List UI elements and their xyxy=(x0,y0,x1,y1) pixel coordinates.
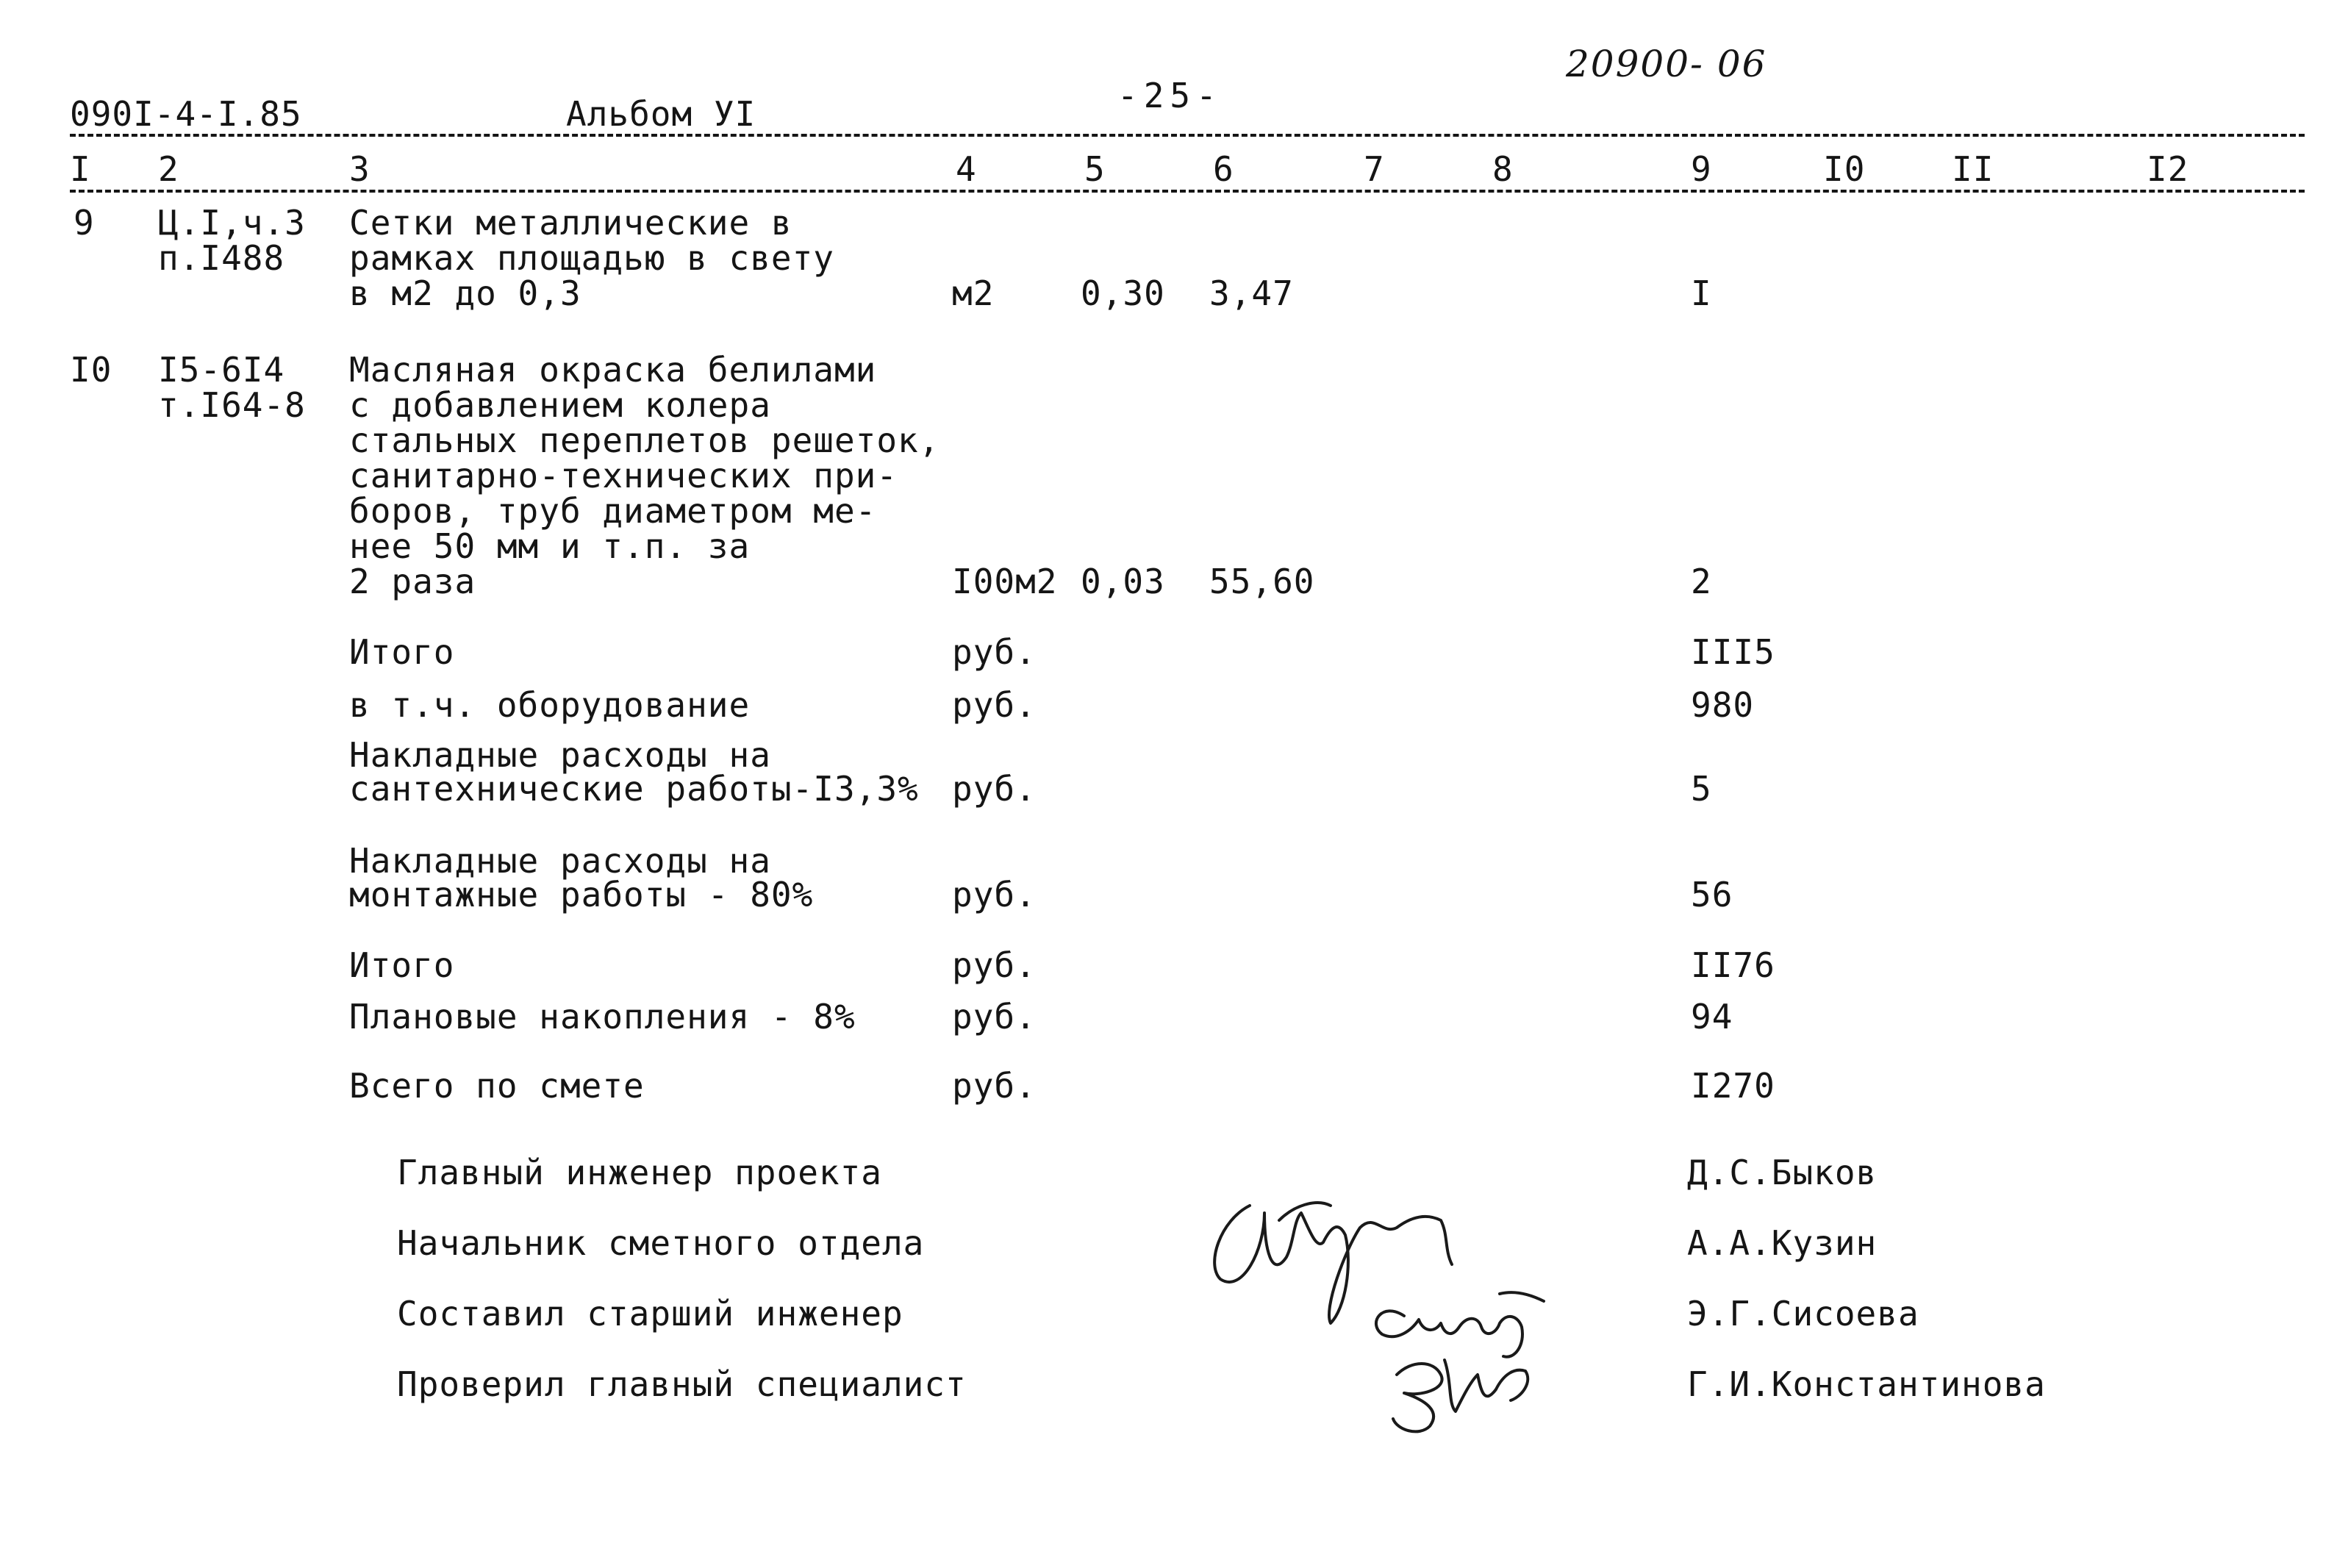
page-number: -25- xyxy=(1117,76,1223,115)
row-description: санитарно-технических при- xyxy=(349,456,898,495)
row-price: 3,47 xyxy=(1209,273,1294,313)
summary-value: 94 xyxy=(1691,997,1733,1037)
column-number: I2 xyxy=(2147,149,2189,189)
row-quantity: 0,03 xyxy=(1081,562,1165,601)
signatory-role: Начальник сметного отдела xyxy=(397,1223,925,1263)
row-reference: п.I488 xyxy=(158,238,285,278)
summary-label: сантехнические работы-I3,3% xyxy=(349,769,919,809)
row-description: стальных переплетов решеток, xyxy=(349,420,940,460)
signatory-role: Главный инженер проекта xyxy=(397,1153,882,1192)
row-total: 2 xyxy=(1691,562,1712,601)
column-number: 5 xyxy=(1084,149,1106,189)
handwritten-number: 20900- 06 xyxy=(1566,43,1767,85)
signatory-role: Составил старший инженер xyxy=(397,1294,903,1333)
column-number: 6 xyxy=(1213,149,1234,189)
row-description: Сетки металлические в xyxy=(349,203,792,243)
column-number: I xyxy=(70,149,91,189)
row-number: 9 xyxy=(74,203,95,243)
summary-value: II76 xyxy=(1691,945,1775,985)
row-description: боров, труб диаметром ме- xyxy=(349,491,877,531)
row-description: рамках площадью в свету xyxy=(349,238,834,278)
summary-label: Всего по смете xyxy=(349,1066,645,1106)
summary-value: 980 xyxy=(1691,685,1755,725)
column-number: 4 xyxy=(956,149,977,189)
signature-sisoeva xyxy=(1376,1292,1544,1357)
column-number: 7 xyxy=(1364,149,1385,189)
summary-label: Накладные расходы на xyxy=(349,735,771,775)
signature-konstantinova xyxy=(1393,1360,1528,1431)
signatory-role: Проверил главный специалист xyxy=(397,1364,967,1404)
column-number: 3 xyxy=(349,149,371,189)
row-price: 55,60 xyxy=(1209,562,1315,601)
signature-kuzin xyxy=(1214,1203,1452,1323)
summary-label: в т.ч. оборудование xyxy=(349,685,751,725)
row-description: Масляная окраска белилами xyxy=(349,350,877,390)
row-unit: I00м2 xyxy=(952,562,1058,601)
summary-unit: руб. xyxy=(952,685,1037,725)
column-rule xyxy=(70,190,2305,193)
row-unit: м2 xyxy=(952,273,995,313)
row-number: I0 xyxy=(70,350,112,390)
row-total: I xyxy=(1691,273,1712,313)
signatory-name: Э.Г.Сисоева xyxy=(1687,1294,1919,1333)
column-number: 2 xyxy=(158,149,179,189)
summary-label: монтажные работы - 80% xyxy=(349,875,814,914)
row-description: с добавлением колера xyxy=(349,385,771,425)
signatory-name: Д.С.Быков xyxy=(1687,1153,1878,1192)
summary-value: 5 xyxy=(1691,769,1712,809)
column-number: I0 xyxy=(1823,149,1866,189)
summary-unit: руб. xyxy=(952,945,1037,985)
summary-unit: руб. xyxy=(952,632,1037,672)
header-rule xyxy=(70,134,2305,137)
summary-label: Плановые накопления - 8% xyxy=(349,997,856,1037)
column-number: 9 xyxy=(1691,149,1712,189)
summary-unit: руб. xyxy=(952,1066,1037,1106)
summary-value: III5 xyxy=(1691,632,1775,672)
signatory-name: Г.И.Константинова xyxy=(1687,1364,2046,1404)
summary-label: Итого xyxy=(349,945,455,985)
column-number: 8 xyxy=(1492,149,1514,189)
summary-unit: руб. xyxy=(952,769,1037,809)
row-reference: Ц.I,ч.3 xyxy=(158,203,306,243)
summary-value: I270 xyxy=(1691,1066,1775,1106)
row-reference: I5-6I4 xyxy=(158,350,285,390)
row-description: в м2 до 0,3 xyxy=(349,273,581,313)
summary-value: 56 xyxy=(1691,875,1733,914)
album-label: Альбом УI xyxy=(566,94,756,134)
summary-label: Итого xyxy=(349,632,455,672)
signatory-name: А.А.Кузин xyxy=(1687,1223,1878,1263)
row-quantity: 0,30 xyxy=(1081,273,1165,313)
document-code: 090I-4-I.85 xyxy=(70,94,302,134)
row-description: нее 50 мм и т.п. за xyxy=(349,526,751,566)
row-description: 2 раза xyxy=(349,562,476,601)
summary-label: Накладные расходы на xyxy=(349,841,771,881)
summary-unit: руб. xyxy=(952,875,1037,914)
row-reference: т.I64-8 xyxy=(158,385,306,425)
summary-unit: руб. xyxy=(952,997,1037,1037)
column-number: II xyxy=(1952,149,1994,189)
